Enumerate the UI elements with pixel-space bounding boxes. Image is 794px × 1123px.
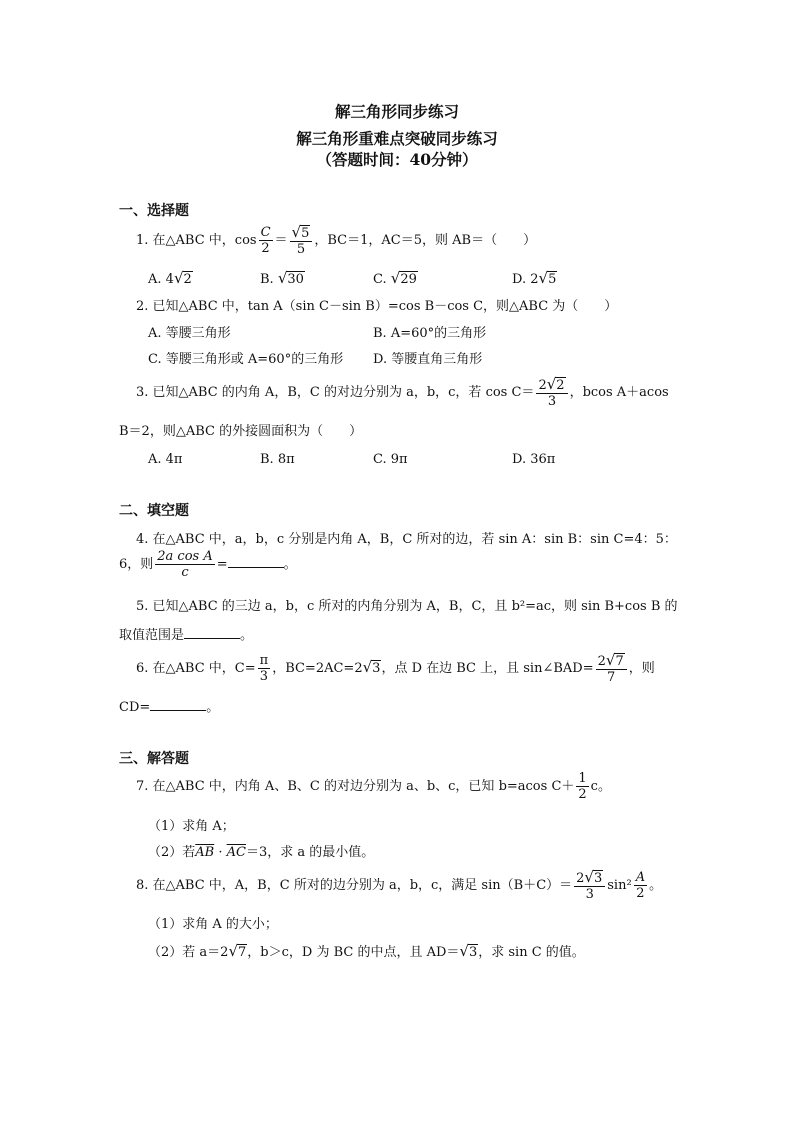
q1-stem-start: 1. 在△ABC 中，cos bbox=[136, 233, 257, 248]
q3-fraction: $\frac{2√2}{3}$ bbox=[536, 377, 567, 409]
question-3: 3. 已知△ABC 的内角 A，B，C 的对边分别为 a，b，c，若 cos C＝ $\frac{2√2}{3}$ ，bcos A＋acos bbox=[136, 374, 669, 409]
section-choice-heading: 一、选择题 bbox=[119, 203, 189, 219]
q6-line2: CD= 。 bbox=[119, 700, 220, 715]
q1-option-c: C. √29 bbox=[373, 269, 417, 287]
q3-option-c: C. 9π bbox=[373, 452, 408, 467]
q3-option-d: D. 36π bbox=[512, 452, 556, 467]
vector-ac: $\overline{AC}$ bbox=[226, 845, 246, 860]
question-1: 1. 在△ABC 中，cos $\frac{C}{2}$ ＝ $\frac{√5}{5}$ ，BC＝1，AC＝5，则 AB＝（ ） bbox=[136, 222, 537, 257]
q6-answer-blank bbox=[150, 698, 206, 711]
q8-part-1: （1）求角 A 的大小； bbox=[148, 917, 278, 932]
q1-rhs-fraction: $\frac{√5}{5}$ bbox=[290, 225, 313, 257]
q1-fraction: $\frac{C}{2}$ bbox=[260, 225, 271, 256]
q5-line2: 取值范围是 。 bbox=[119, 628, 254, 643]
question-7: 7. 在△ABC 中，内角 A、B、C 的对边分别为 a、b、c，已知 b=acos C＋ $\frac{1}{2}$ c。 bbox=[136, 771, 611, 802]
q4-answer-blank bbox=[228, 555, 284, 568]
q2-option-b: B. A=60°的三角形 bbox=[373, 326, 487, 341]
q3-option-b: B. 8π bbox=[260, 452, 295, 467]
vector-ab: $\overline{AB}$ bbox=[195, 845, 215, 860]
q7-part-1: （1）求角 A； bbox=[148, 819, 235, 834]
q8-half-angle-fraction: $\frac{A}{2}$ bbox=[635, 870, 646, 901]
question-5: 5. 已知△ABC 的三边 a，b，c 所对的内角分别为 A，B，C，且 b²=ac，则 sin B+cos B 的 bbox=[136, 599, 678, 614]
question-4: 4. 在△ABC 中，a，b，c 分别是内角 A，B，C 所对的边，若 sin A：sin B：sin C=4：5： bbox=[136, 532, 677, 547]
q1-option-a: A. 4√2 bbox=[148, 269, 192, 287]
q3-stem-line2: B＝2，则△ABC 的外接圆面积为（ ） bbox=[119, 424, 363, 439]
q5-answer-blank bbox=[184, 626, 240, 639]
question-8: 8. 在△ABC 中，A，B，C 所对的边分别为 a，b，c，满足 sin（B＋C）＝ $\frac{2√3}{3}$ sin² $\frac{A}{2}$ 。 bbox=[136, 867, 663, 902]
question-6: 6. 在△ABC 中，C= $\frac{\pi}{3}$ ，BC=2AC=2√3，点 D 在边 BC 上，且 sin∠BAD= $\frac{2√7}{7}$ ，则 bbox=[136, 650, 655, 685]
q7-fraction: $\frac{1}{2}$ bbox=[578, 771, 587, 802]
q8-fraction: $\frac{2√3}{3}$ bbox=[574, 870, 605, 902]
section-answer-heading: 三、解答题 bbox=[119, 751, 189, 767]
q6-sin-fraction: $\frac{2√7}{7}$ bbox=[596, 653, 627, 685]
worksheet-title: 解三角形同步练习 bbox=[334, 102, 459, 121]
q4-fraction: $\frac{\text{2a cos A}}{c}$ bbox=[157, 549, 213, 580]
question-2: 2. 已知△ABC 中，tan A（sin C－sin B）=cos B－cos C，则△ABC 为（ ） bbox=[136, 299, 618, 314]
q1-option-b: B. √30 bbox=[260, 269, 304, 287]
worksheet-subtitle: 解三角形重难点突破同步练习 bbox=[296, 129, 498, 148]
q3-option-a: A. 4π bbox=[148, 452, 183, 467]
time-note: （答题时间：40分钟） bbox=[316, 150, 478, 169]
section-fill-heading: 二、填空题 bbox=[119, 503, 189, 519]
q4-line2: 6，则 $\frac{\text{2a cos A}}{c}$ = 。 bbox=[119, 549, 297, 580]
q6-pi-fraction: $\frac{\pi}{3}$ bbox=[259, 653, 269, 684]
q2-option-c: C. 等腰三角形或 A=60°的三角形 bbox=[148, 352, 344, 367]
q2-option-a: A. 等腰三角形 bbox=[148, 326, 231, 341]
q7-part-2: （2）若$\overline{AB} \cdot \overline{AC}=3$，求 a 的最小值。 bbox=[148, 845, 375, 860]
q1-stem-end: ，BC＝1，AC＝5，则 AB＝（ ） bbox=[314, 233, 537, 248]
q2-option-d: D. 等腰直角三角形 bbox=[373, 352, 483, 367]
q1-option-d: D. 2√5 bbox=[512, 269, 557, 287]
q8-part-2: （2）若 a＝2√7，b＞c，D 为 BC 的中点，且 AD＝√3，求 sin C 的值。 bbox=[148, 942, 585, 960]
